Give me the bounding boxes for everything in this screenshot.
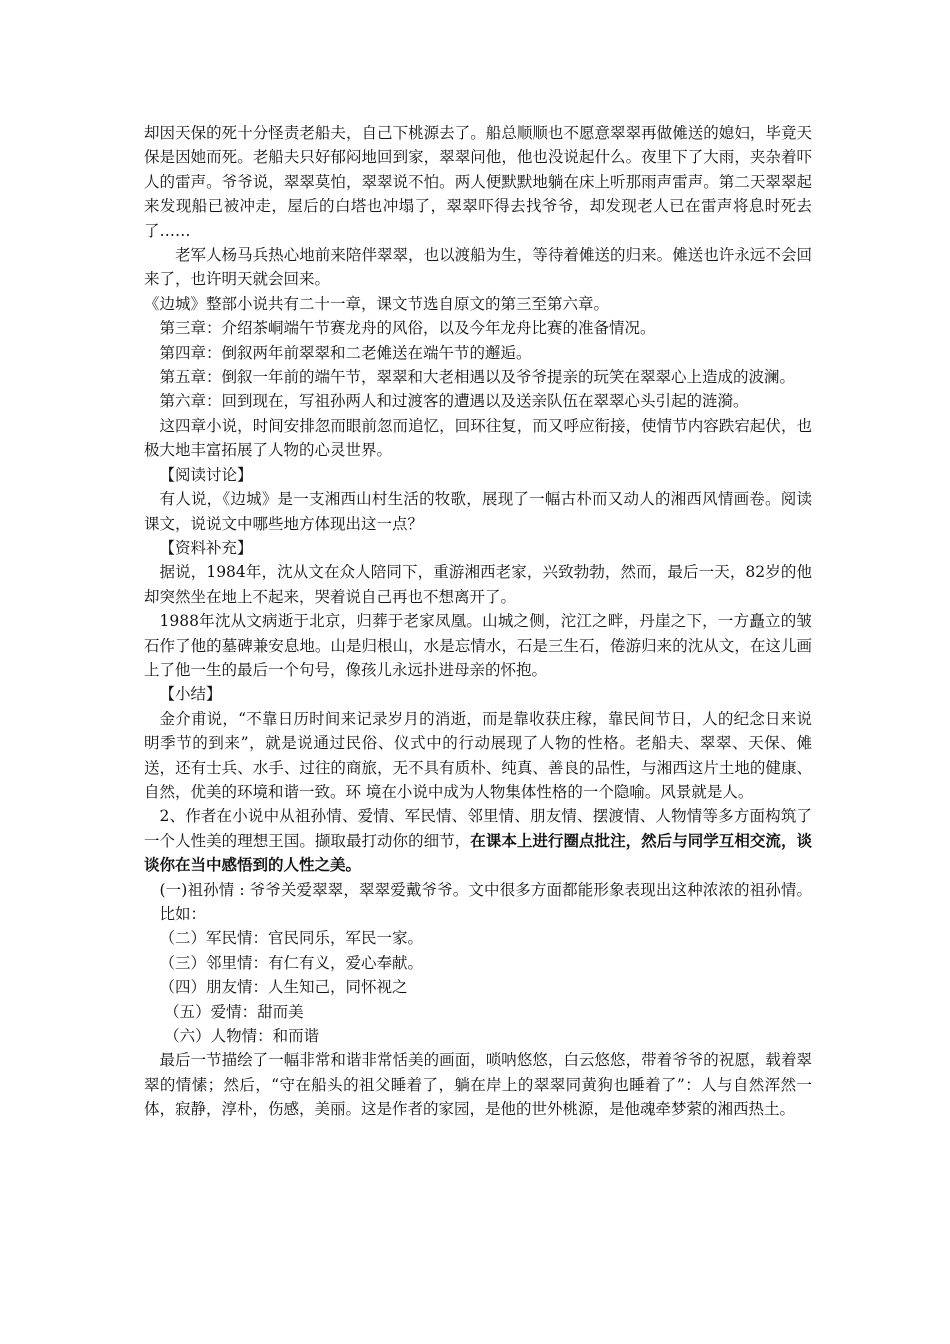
- paragraph-story-ending: 却因天保的死十分怪责老船夫，自己下桃源去了。船总顺顺也不愿意翠翠再做傩送的媳妇，毕竟天保是因她而死。老船夫只好郁闷地回到家，翠翠问他，他也没说起什么。夜里下了大雨，夹杂着吓人的雷声。爷爷说，翠翠莫怕，翠翠说不怕。两人便默默地躺在床上听那雨声雷声。第二天翠翠起来发现船已被冲走，屋后的白塔也冲塌了，翠翠吓得去找爷爷，却发现老人已在雷声将息时死去了……: [144, 124, 812, 240]
- paragraph-kinkley-quote: 金介甫说，“不靠日历时间来记录岁月的消逝，而是靠收获庄稼，靠民间节日，人的纪念日来说明季节的到来”，就是说通过民俗、仪式中的行动展现了人物的性格。老船夫、翠翠、天保、傩送，还有士兵、水手、过往的商旅，无不具有质朴、纯真、善良的品性，与湘西这片土地的健康、自然，优美的环境和谐一致。环 境在小说中成为人物集体性格的一个隐喻。风景就是人。: [144, 709, 812, 801]
- paragraph-yang-mabing: 老军人杨马兵热心地前来陪伴翠翠，也以渡船为生，等待着傩送的归来。傩送也许永远不会回来了，也许明天就会回来。: [144, 246, 812, 289]
- paragraph-friendship: （四）朋友情：人生知己，同怀视之: [159, 978, 408, 997]
- paragraph-chapter-5: 第五章：倒叙一年前的端午节，翠翠和大老相遇以及爷爷提亲的玩笑在翠翠心上造成的波澜。: [159, 368, 796, 387]
- paragraph-task-2: [144, 804, 812, 877]
- heading-summary: 【小结】: [159, 685, 222, 704]
- paragraph-chapter-3: 第三章：介绍茶峒端午节赛龙舟的风俗，以及今年龙舟比赛的准备情况。: [159, 319, 656, 338]
- heading-supplementary-material: 【资料补充】: [159, 538, 253, 557]
- paragraph-discussion-question: 有人说，《边城》是一支湘西山村生活的牧歌，展现了一幅古朴而又动人的湘西风情画卷。阅读课文，说说文中哪些地方体现出这一点？: [144, 490, 812, 533]
- paragraph-four-chapters-summary: 这四章小说，时间安排忽而眼前忽而追忆，回环往复，而又呼应衔接，使情节内容跌宕起伏，也极大地丰富拓展了人物的心灵世界。: [144, 416, 812, 460]
- task-2-text: 2、作者在小说中从祖孙情、爱情、军民情、邻里情、朋友情、摆渡情、人物情等多方面构筑了一个人性美的理想王国。撷取最打动你的细节，: [144, 807, 812, 850]
- paragraph-1984-visit: 据说，1984年，沈从文在众人陪同下，重游湘西老家，兴致勃勃，然而，最后一天，82岁的他却突然坐在地上不起来，哭着说自己再也不想离开了。: [144, 563, 812, 606]
- paragraph-military-civilian: （二）军民情：官民同乐，军民一家。: [159, 929, 424, 948]
- paragraph-chapter-6: 第六章：回到现在，写祖孙两人和过渡客的遭遇以及送亲队伍在翠翠心头引起的涟漪。: [159, 392, 749, 411]
- task-2-emphasis: 在课本上进行圈点批注，然后与同学互相交流，谈谈你在当中感悟到的人性之美。: [144, 830, 812, 875]
- paragraph-human-relations: （六）人物情：和而谐: [164, 1027, 320, 1046]
- paragraph-chapter-4: 第四章：倒叙两年前翠翠和二老傩送在端午节的邂逅。: [159, 343, 532, 362]
- paragraph-chapters-intro: 《边城》整部小说共有二十一章，课文节选自原文的第三至第六章。: [144, 294, 610, 313]
- paragraph-grandparent-love: (一)祖孙情 : 爷爷关爱翠翠，翠翠爱戴爷爷。文中很多方面都能形象表现出这种浓浓的祖孙情。比如：: [159, 880, 812, 923]
- paragraph-1988-burial: 1988年沈从文病逝于北京，归葬于老家凤凰。山城之侧，沱江之畔，丹崖之下，一方矗立的皱石作了他的墓碑兼安息地。山是归根山，水是忘情水，石是三生石，倦游归来的沈从文，在这儿画上了他一生的最后一个句号，像孩儿永远扑进母亲的怀抱。: [144, 612, 812, 679]
- paragraph-final-scene: 最后一节描绘了一幅非常和谐非常恬美的画面，唢呐悠悠，白云悠悠，带着爷爷的祝愿，载着翠翠的情愫；然后，“守在船头的祖父睡着了，躺在岸上的翠翠同黄狗也睡着了”：人与自然浑然一体，寂静，淳朴，伤感，美丽。这是作者的家园，是他的世外桃源，是他魂牵梦萦的湘西热土。: [144, 1051, 812, 1119]
- heading-reading-discussion: 【阅读讨论】: [159, 465, 253, 484]
- document-page: [144, 121, 812, 1122]
- paragraph-love: （五）爱情：甜而美: [164, 1002, 304, 1021]
- paragraph-neighbors: （三）邻里情：有仁有义，爱心奉献。: [159, 953, 424, 972]
